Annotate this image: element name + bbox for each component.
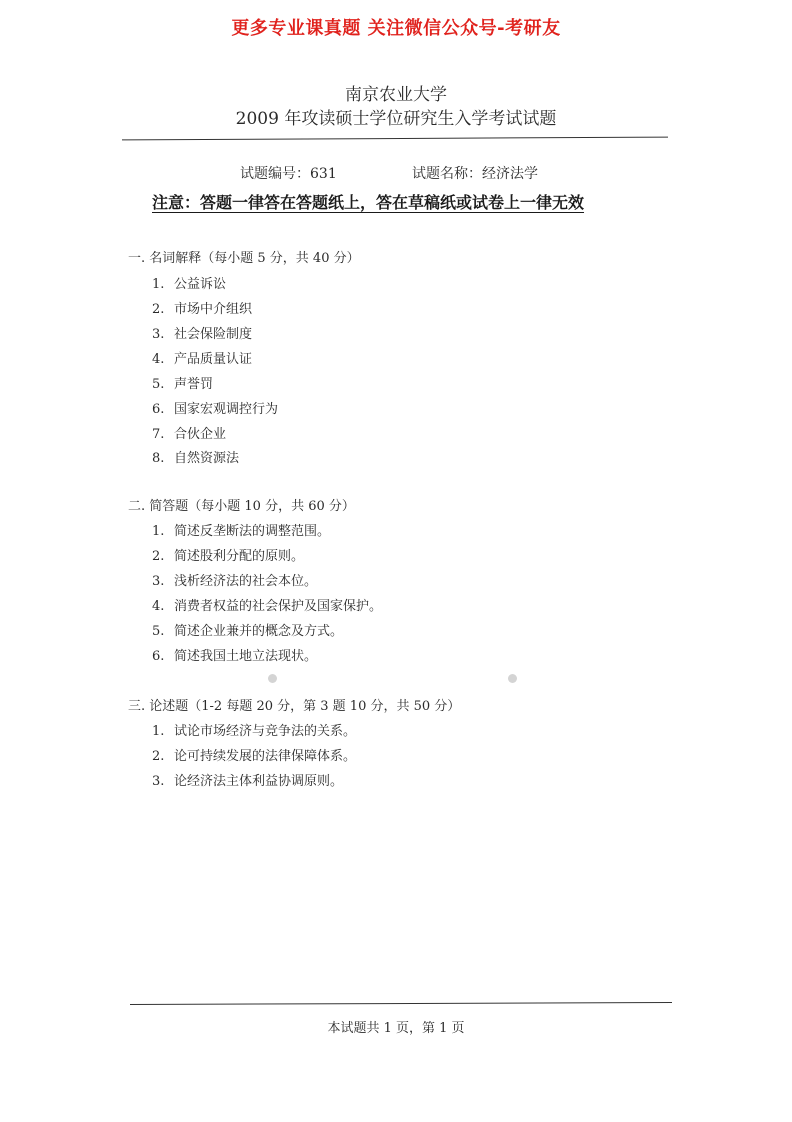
university-name: 南京农业大学 [345, 85, 447, 105]
exam-title: 2009 年攻读硕士学位研究生入学考试试题 [235, 109, 557, 129]
list-item: 2. 论可持续发展的法律保障体系。 [152, 749, 357, 764]
list-item: 1. 试论市场经济与竞争法的关系。 [152, 724, 357, 739]
list-item: 2. 市场中介组织 [152, 302, 253, 317]
footer-divider [130, 1002, 672, 1005]
list-item: 7. 合伙企业 [152, 427, 227, 442]
page-footer: 本试题共 1 页，第 1 页 [327, 1021, 465, 1036]
scan-dot [268, 674, 277, 683]
list-item: 3. 论经济法主体利益协调原则。 [152, 774, 344, 789]
section-title-terms: 一. 名词解释（每小题 5 分，共 40 分） [128, 251, 360, 266]
list-item: 5. 简述企业兼并的概念及方式。 [152, 624, 344, 639]
header-divider [122, 137, 668, 141]
section-title-short-answer: 二. 简答题（每小题 10 分，共 60 分） [128, 499, 355, 514]
list-item: 3. 浅析经济法的社会本位。 [152, 574, 318, 589]
list-item: 6. 国家宏观调控行为 [152, 402, 279, 417]
list-item: 1. 公益诉讼 [152, 277, 227, 292]
scan-dot [508, 674, 517, 683]
exam-code: 试题编号：631 [240, 166, 337, 182]
list-item: 4. 消费者权益的社会保护及国家保护。 [152, 599, 383, 614]
list-item: 1. 简述反垄断法的调整范围。 [152, 524, 331, 539]
list-item: 2. 简述股利分配的原则。 [152, 549, 305, 564]
list-item: 6. 简述我国土地立法现状。 [152, 649, 318, 664]
list-item: 8. 自然资源法 [152, 451, 240, 466]
section-title-essay: 三. 论述题（1-2 每题 20 分，第 3 题 10 分，共 50 分） [128, 699, 461, 714]
list-item: 3. 社会保险制度 [152, 327, 253, 342]
list-item: 5. 声誉罚 [152, 377, 214, 392]
list-item: 4. 产品质量认证 [152, 352, 253, 367]
exam-notice: 注意：答题一律答在答题纸上，答在草稿纸或试卷上一律无效 [152, 193, 585, 212]
promo-banner: 更多专业课真题 关注微信公众号-考研友 [231, 18, 561, 39]
exam-subject: 试题名称：经济法学 [412, 166, 538, 182]
